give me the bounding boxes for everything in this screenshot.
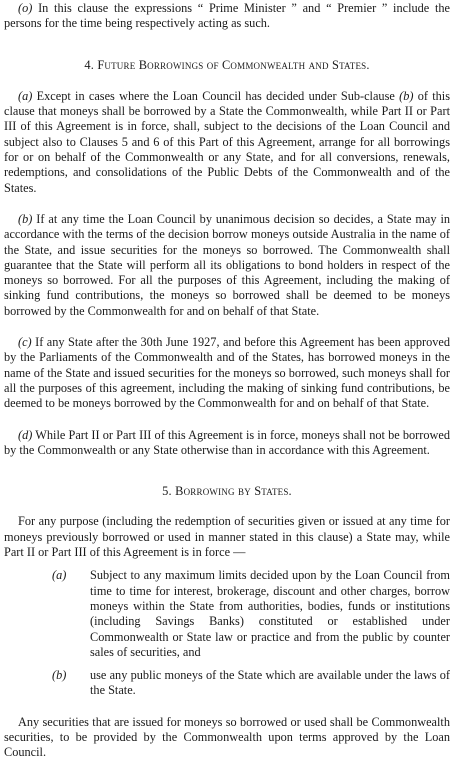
paragraph-a-text-before: Except in cases where the Loan Council has decided under Sub-clause xyxy=(36,88,395,103)
intro-marker: (o) xyxy=(18,1,33,15)
section-4-paragraph-c xyxy=(4,335,450,411)
subparagraph-b-text: use any public moneys of the State which are available under the laws of the State. xyxy=(90,668,450,698)
spacer xyxy=(4,73,450,88)
section-5-heading: 5. Borrowing by States. xyxy=(162,484,292,499)
spacer xyxy=(4,458,450,484)
paragraph-d-text: While Part II or Part III of this Agreement is in force, moneys shall not be borrowed by the Commonwealth or any State otherwise than in accordance with this Agreement. xyxy=(4,427,451,457)
paragraph-a-inline-marker: (b) xyxy=(399,88,414,103)
spacer xyxy=(4,196,450,212)
intro-paragraph xyxy=(4,1,450,32)
section-4-heading: 4. Future Borrowings of Commonwealth and States. xyxy=(84,57,370,72)
spacer xyxy=(4,660,450,668)
paragraph-c-text: If any State after the 30th June 1927, and before this Agreement has been approved by the Parliaments of the Commonwealth and of the States, has borrowed moneys in the name of the State and issued securities for the moneys so borrowed, such moneys shall for all the purposes of this agreement, including the making of sinking fund contributions, be deemed to be moneys borrowed by the Commonwealth for and on behalf of that State. xyxy=(4,335,450,411)
section-4-paragraph-a xyxy=(4,89,450,196)
section-5-subparagraph-b xyxy=(4,668,450,699)
section-4-paragraph-b xyxy=(4,212,450,319)
subparagraph-a-text: Subject to any maximum limits decided upon by the Loan Council from time to time for interest, brokerage, discount and other charges, borrow moneys within the State from authorities, bodies, funds or institutions (including Savings Banks) constituted or established under Commonwealth or State law or practice and from the public by counter sales of securities, and xyxy=(90,568,450,659)
spacer xyxy=(4,560,450,568)
paragraph-b-text: If at any time the Loan Council by unanimous decision so decides, a State may in accordance with the terms of the decision borrow moneys outside Australia in the name of the State, and issue securities for the moneys so borrowed. The Commonwealth shall guarantee that the State will perform all its obligations to bond holders in respect of the moneys so borrowed. For all the purposes of this Agreement, including the making of sinking fund contributions, the moneys so borrowed shall be deemed to be moneys borrowed by the Commonwealth for and on behalf of that State. xyxy=(4,211,451,318)
section-5-subparagraph-a xyxy=(4,568,450,660)
spacer xyxy=(4,412,450,428)
subparagraph-b-marker: (b) xyxy=(52,668,67,683)
paragraph-a-marker: (a) xyxy=(18,88,33,103)
section-4-paragraph-d xyxy=(4,428,450,459)
section-5-closing: Any securities that are issued for moneys so borrowed or used shall be Commonwealth securities, to be provided by the Commonwealth upon terms approved by the Loan Council. xyxy=(4,714,450,760)
intro-text: In this clause the expressions “ Prime Minister ” and “ Premier ” include the persons for the time being respectively acting as such. xyxy=(4,1,450,31)
paragraph-a-text-after: of this clause that moneys shall be borrowed by a State the Commonwealth, while Part II or Part III of this Agreement is in force, shall, subject to the decisions of the Loan Council and subject also to Clauses 5 and 6 of this Part of this Agreement, arrange for all borrowings for or on behalf of the Commonwealth or any State, and for all conversions, renewals, redemptions, and consolidations of the Public Debts of the Commonwealth and of the States. xyxy=(4,88,451,195)
subparagraph-a-marker: (a) xyxy=(52,568,67,583)
spacer xyxy=(4,319,450,335)
paragraph-c-marker: (c) xyxy=(18,335,32,350)
paragraph-d-marker: (d) xyxy=(18,427,33,442)
spacer xyxy=(4,32,450,58)
paragraph-b-marker: (b) xyxy=(18,211,33,226)
spacer xyxy=(4,499,450,514)
section-5-intro: For any purpose (including the redemption of securities given or issued at any time for moneys previously borrowed or used in manner stated in this clause) a State may, while Part II or Part III of this Agreement is in force — xyxy=(4,514,450,560)
spacer xyxy=(4,699,450,715)
